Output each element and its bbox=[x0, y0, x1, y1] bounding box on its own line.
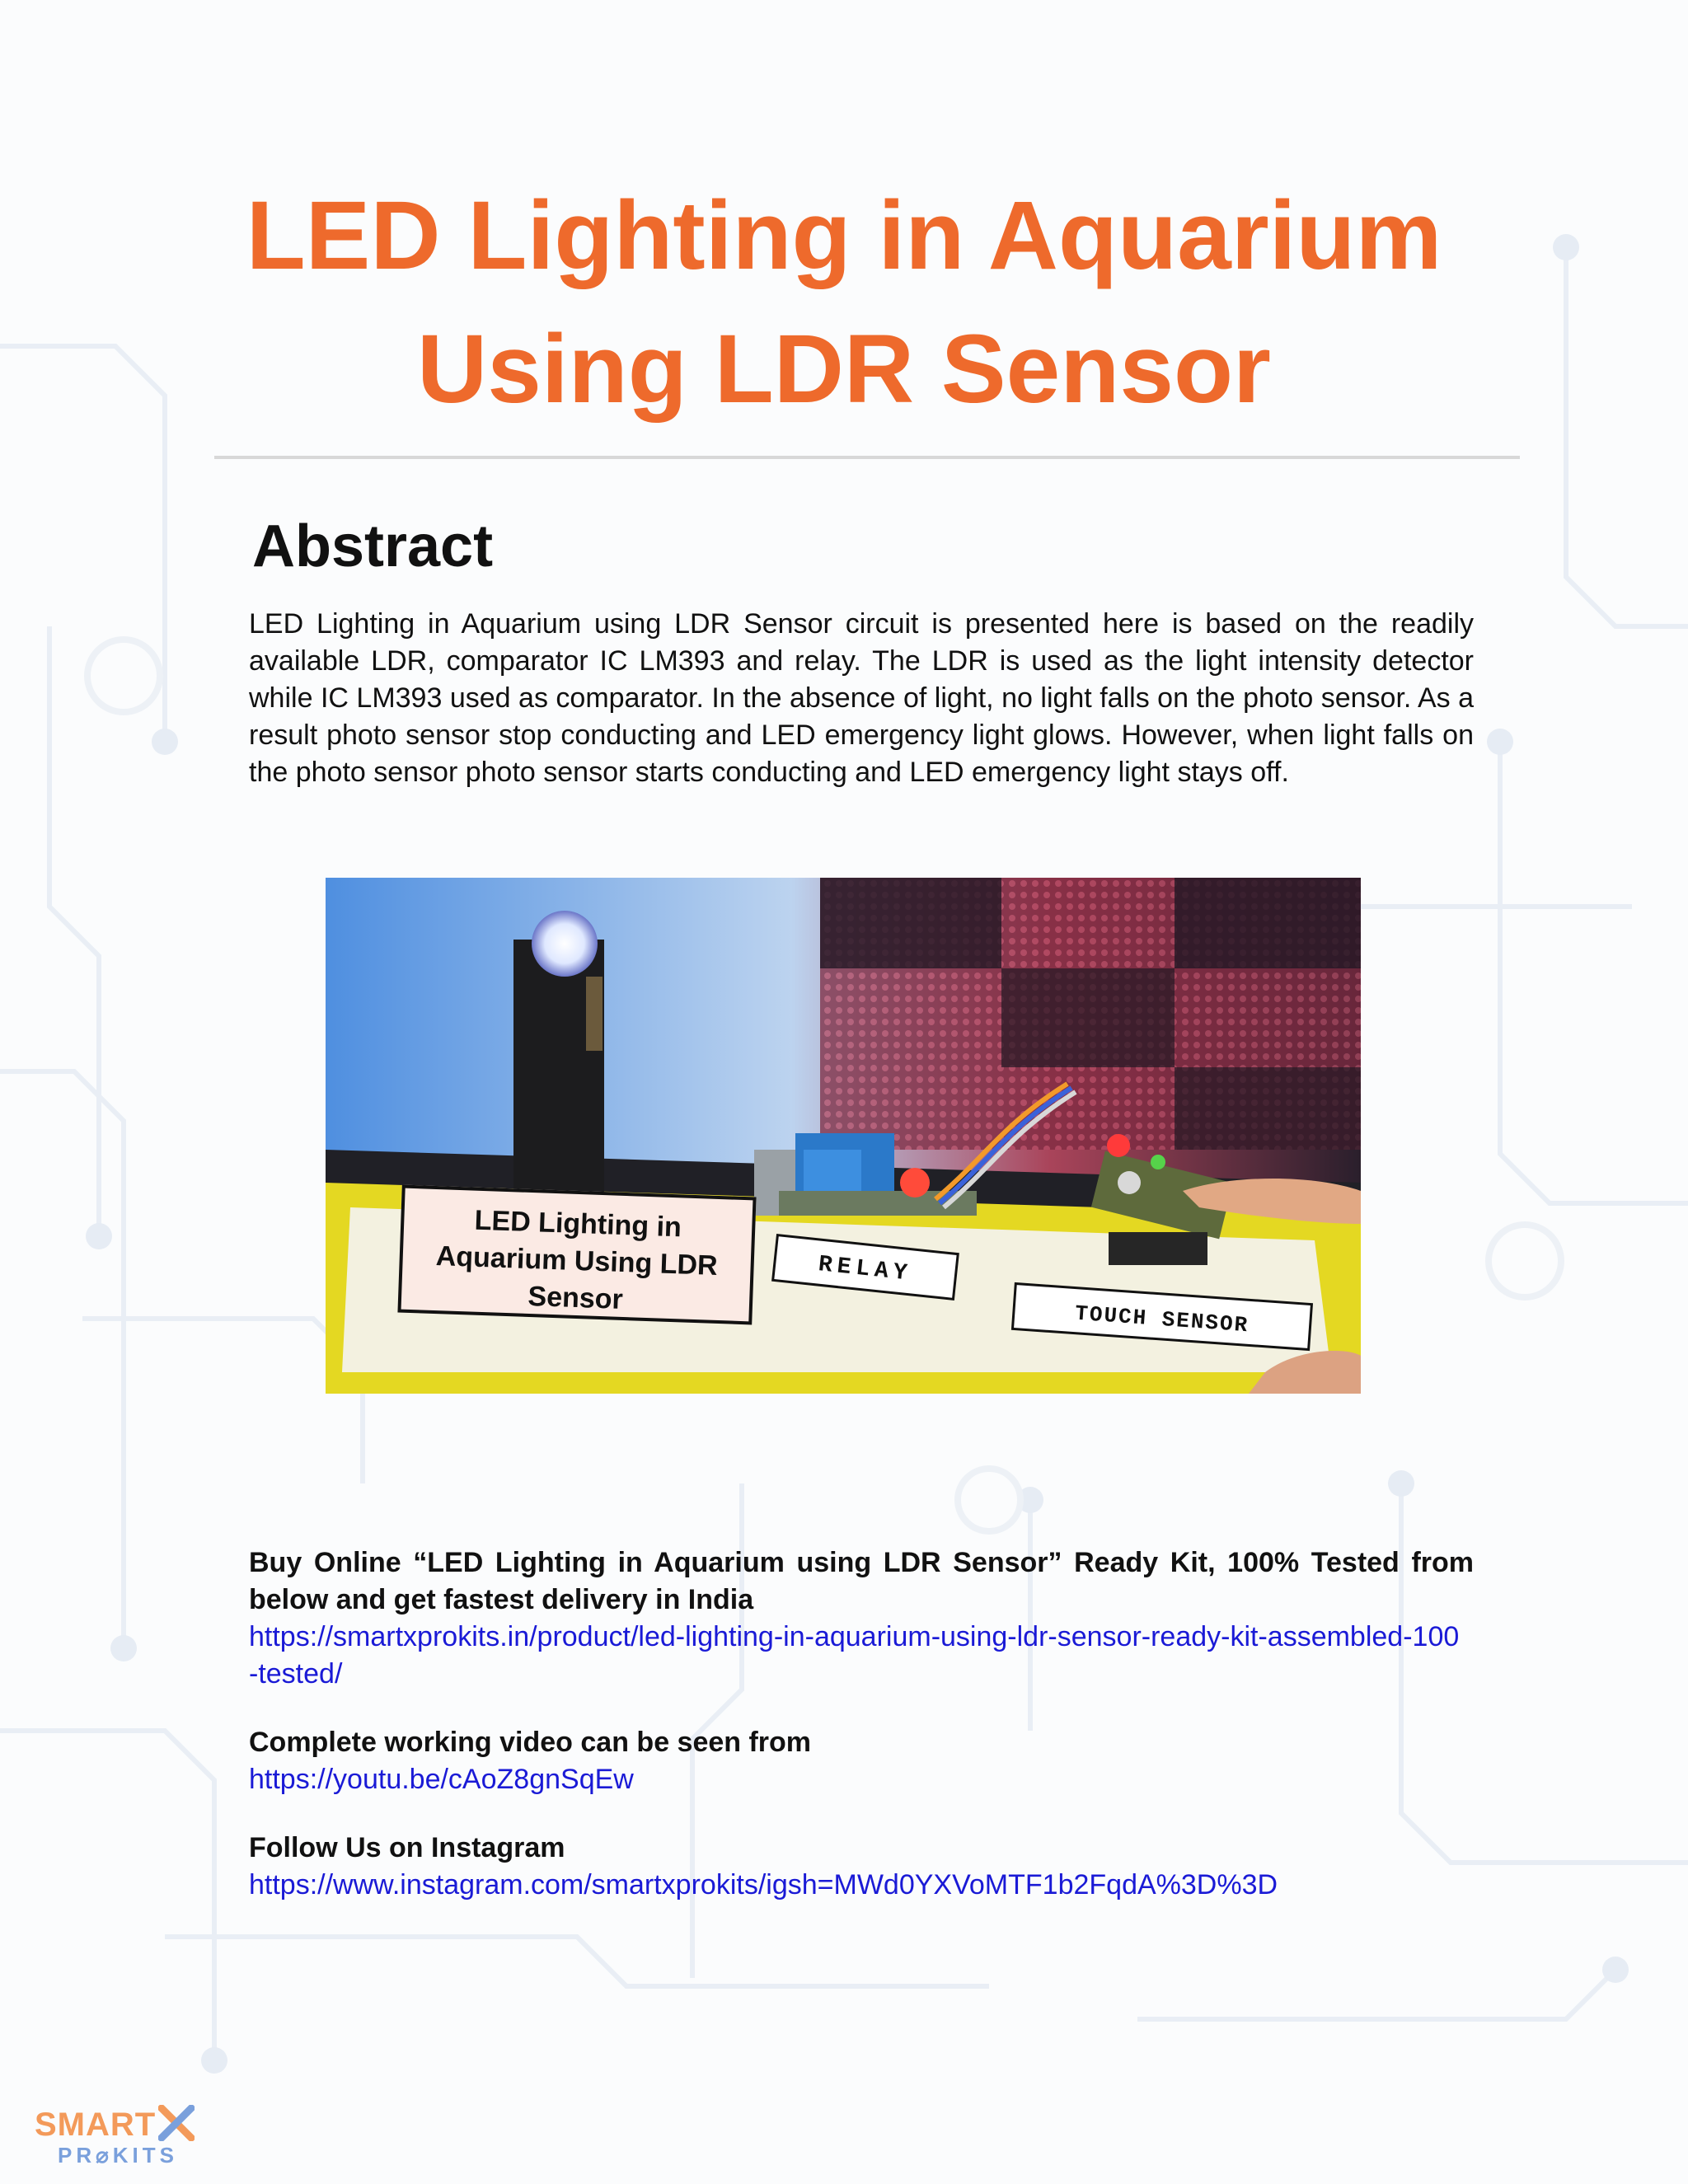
photo-caption-label: LED Lighting in Aquarium Using LDR Sensor bbox=[397, 1185, 756, 1325]
video-link[interactable]: https://youtu.be/cAoZ8gnSqEw bbox=[249, 1764, 634, 1795]
spacer bbox=[249, 1798, 1474, 1830]
abstract-heading: Abstract bbox=[252, 513, 494, 579]
touch-sensor-label: TOUCH SENSOR bbox=[1074, 1301, 1250, 1338]
buy-online-link[interactable]: https://smartxprokits.in/product/led-lighting-in-aquarium-using-ldr-sensor-ready-kit-assembled-100-tested/ bbox=[249, 1621, 1460, 1690]
relay-label: RELAY bbox=[817, 1252, 913, 1287]
instagram-text: Follow Us on Instagram bbox=[249, 1832, 565, 1863]
instagram-link[interactable]: https://www.instagram.com/smartxprokits/igsh=MWd0YXVoMTF1b2FqdA%3D%3D bbox=[249, 1869, 1278, 1900]
title-line-2: Using LDR Sensor bbox=[417, 315, 1271, 424]
logo-x-icon bbox=[158, 2105, 195, 2141]
buy-online-text: Buy Online “LED Lighting in Aquarium using LDR Sensor” Ready Kit, 100% Tested from below and get fastest delivery in India bbox=[249, 1547, 1474, 1615]
smartx-prokits-logo bbox=[35, 2107, 216, 2172]
logo-bottom-text: PR⌀KITS bbox=[58, 2143, 178, 2168]
project-photo bbox=[326, 878, 1361, 1394]
page-title bbox=[0, 169, 1688, 436]
project-photo-illustration bbox=[326, 878, 1361, 1394]
title-line-1: LED Lighting in Aquarium bbox=[246, 181, 1442, 290]
video-text: Complete working video can be seen from bbox=[249, 1727, 812, 1758]
links-section bbox=[249, 1544, 1474, 1904]
logo-top-text: SMART bbox=[35, 2107, 157, 2143]
title-divider bbox=[214, 456, 1520, 459]
abstract-text: LED Lighting in Aquarium using LDR Sensor circuit is presented here is based on the readily available LDR, comparator IC LM393 and relay. The LDR is used as the light intensity detector while IC LM393 used as comparator. In the absence of light, no light falls on the photo sensor. As a result photo sensor stop conducting and LED emergency light glows. However, when light falls on the photo sensor photo sensor starts conducting and LED emergency light stays off. bbox=[249, 608, 1474, 788]
spacer bbox=[249, 1693, 1474, 1724]
